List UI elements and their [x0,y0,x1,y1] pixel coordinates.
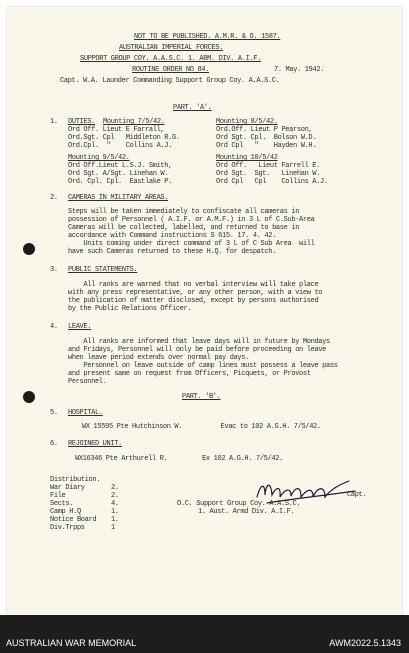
duties-right-line: Ord Sgt. Sgt. Linehan W. [216,170,320,178]
duties-right-line: Ord Cpl " Hayden W.H. [216,142,317,150]
duties-right-line: Mounting 8/5/42. [216,118,278,126]
public-line: with any press representative, or any other person, with a view to [68,289,323,297]
order-date: 7. May. 1942. [274,66,325,74]
header-line-1: NOT TO BE PUBLISHED. A.M.R. & O. 1587. [134,33,281,41]
signature-rank: Capt. [347,491,367,499]
cameras-line: accordance with Command instructions S 615. 17. 4. 42. [68,232,276,240]
header-line-3: SUPPORT GROUP COY. A.A.S.C. 1. ARM. DIV. A.I.F. [80,55,261,63]
cameras-line: Steps will be taken immediately to confiscate all cameras in [68,208,300,216]
duties-right-line: Ord Cpl Cpl Collins A.J. [216,178,328,186]
document-page [7,7,402,615]
distribution-item: Notice Board [50,516,97,524]
public-line: the publication of matter disclosed, except by persons authorised [68,297,319,305]
rejoined-entry: WX16346 Pte Arthurell R. Ex 102 A.G.H. 7/5/42. [75,455,283,463]
duties-number: 1. [50,118,58,126]
leave-line: and Fridays, Personnel will only be paid before proceeding on leave [68,346,326,354]
duties-left-line: Ord Off.Lieut L.S.J. Smith, [68,162,172,170]
duties-right-line: Ord Sgt. Cpl. Bolson W.D. [216,134,317,142]
duties-left-line: Ord. Cpl. Cpl. Eastlake P. [68,178,172,186]
hospital-title: HOSPITAL. [68,409,103,417]
signature-office-line-2: 1. Aust. Armd Div. A.I.F. [198,508,295,516]
rejoined-title: REJOINED UNIT. [68,440,122,448]
duties-right-line: Ord.Off. Lieut P Pearson, [216,126,313,134]
distribution-count: 1. [111,516,119,524]
distribution-item: Sects. [50,500,74,508]
footer-institution: AUSTRALIAN WAR MEMORIAL [6,638,137,648]
duties-left-line: Mounting 7/5/42. [103,118,165,126]
distribution-item: Div.Trpps [50,524,85,532]
cameras-line: have such Cameras returned to these H.Q. for despatch. [68,248,276,256]
cameras-line: Cameras will be collected, labelled, and returned to base in [68,224,300,232]
part-b-heading: PART. 'B'. [182,393,221,401]
hospital-number: 5. [50,409,58,417]
cameras-title: CAMERAS IN MILITARY AREAS. [68,194,169,202]
distribution-item: File [50,492,66,500]
leave-title: LEAVE. [68,323,92,331]
part-a-heading: PART. 'A'. [173,104,212,112]
order-number: ROUTINE ORDER NO 84. [132,66,210,74]
leave-number: 4. [50,323,58,331]
cameras-line: possession of Personnel ( A.I.F. or A.M.F.) in 3 L of C.Sub-Area [68,216,315,224]
leave-line: Personnel on leave outside of camp lines must possess a leave pass [68,362,338,370]
public-title: PUBLIC STATEMENTS. [68,266,138,274]
distribution-count: 4. [111,500,119,508]
footer-bar [0,615,409,653]
public-line: All ranks are warned that no verbal interview will take place [68,281,319,289]
distribution-count: 2. [111,484,119,492]
duties-right-line: Ord Off. Lieut Farrell E. [216,162,320,170]
leave-line: and present same on request from Officers, Picquets, or Provost [68,370,311,378]
command-line: Capt. W.A. Launder Commanding Support Group Coy. A.A.S.C. [60,77,280,85]
punch-hole [23,243,35,255]
distribution-item: Camp H.Q [50,508,81,516]
cameras-line: Units coming under direct command of 3 L of C Sub Area will [68,240,315,248]
duties-title: DUTIES. [68,118,95,126]
punch-hole [23,391,35,403]
footer-accession-number: AWM2022.5.1343 [329,638,401,648]
public-line: by the Public Relations Officer. [68,305,192,313]
distribution-item: War Diary [50,484,85,492]
cameras-number: 2. [50,194,58,202]
distribution-count: 2. [111,492,119,500]
hospital-entry: WX 15595 Pte Hutchinson W. Evac to 102 A.G.H. 7/5/42. [82,423,321,431]
leave-line: All ranks are informed that leave days will in future by Mondays [68,338,330,346]
header-line-2: AUSTRALIAN IMPERIAL FORCES. [119,44,223,52]
duties-right-line: Mounting 10/5/42 [216,154,278,162]
distribution-count: 1 [111,524,115,532]
duties-left-line: Ord.Cpl. " Collins A.J. [68,142,172,150]
duties-left-line: Ord Sgt. A/Sgt. Linehan W. [68,170,169,178]
rejoined-number: 6. [50,440,58,448]
signature-office-line-1: O.C. Support Group Coy. A.A.S.C. [177,500,301,508]
leave-line: Personnel. [68,378,107,386]
duties-left-line: Ord Off. Lieut E Farrall, [68,126,165,134]
distribution-count: 1. [111,508,119,516]
duties-left-line: Ord.Sgt. Cpl Middleton R.G. [68,134,180,142]
public-number: 3. [50,266,58,274]
distribution-title: Distribution. [50,476,101,484]
leave-line: when leave period extends over normal pay days. [68,354,249,362]
duties-left-line: Mounting 9/5/42. [68,154,130,162]
